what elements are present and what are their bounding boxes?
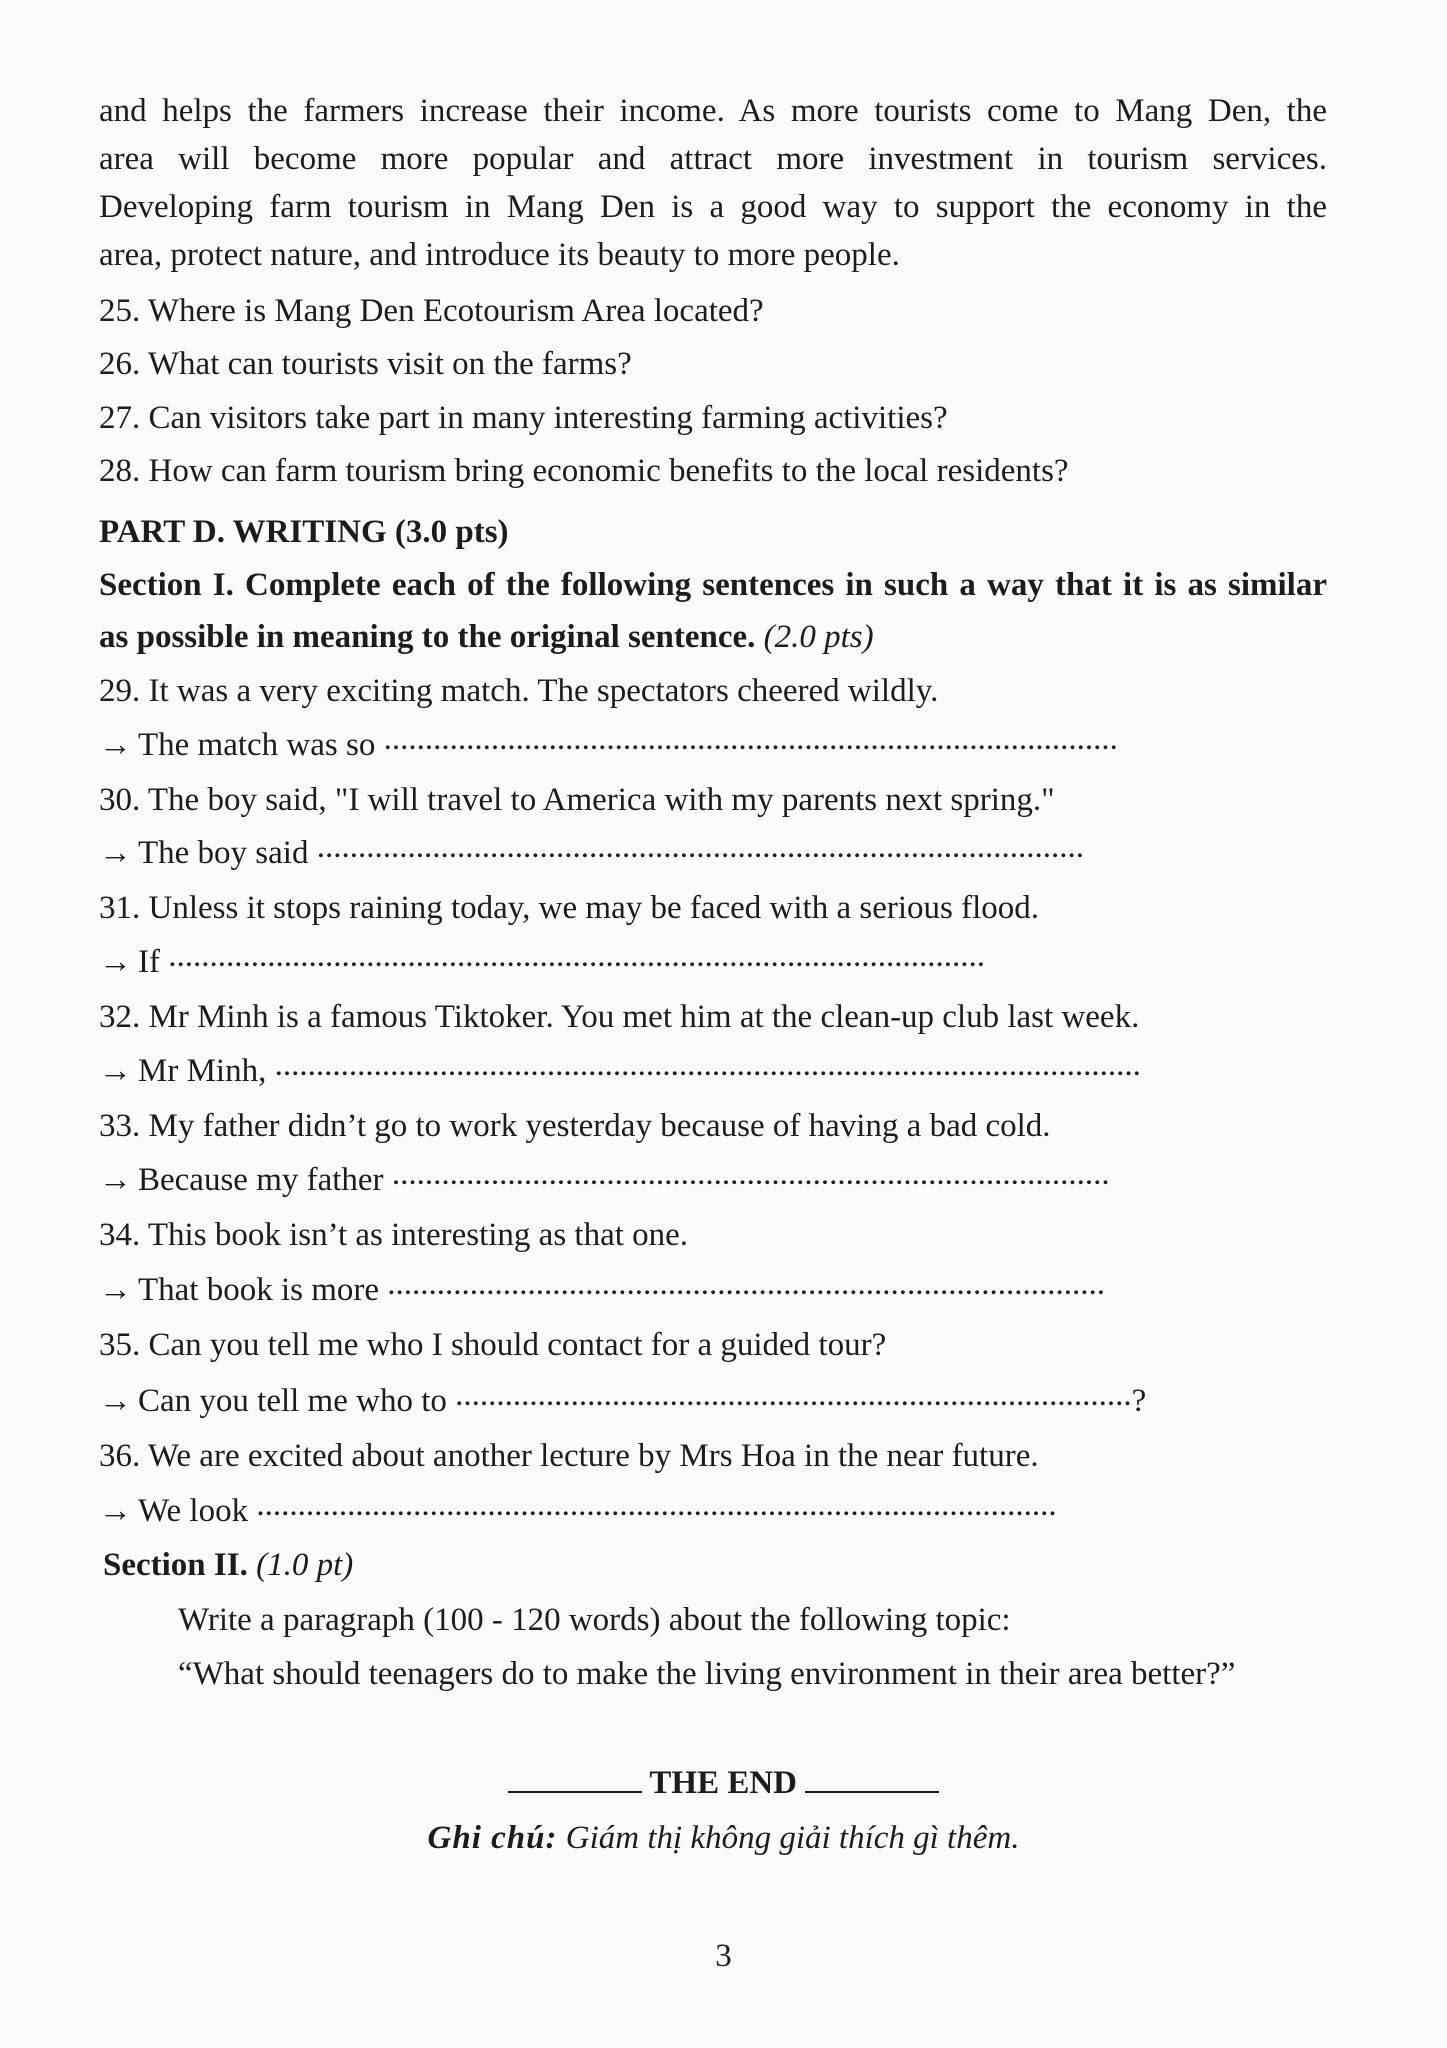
part-d-title: PART D. WRITING (3.0 pts): [99, 514, 509, 550]
arrow-icon: →: [99, 1053, 132, 1089]
reading-question: 28. How can farm tourism bring economic benefits to the local residents?: [99, 453, 1069, 489]
answer-prompt: If: [138, 944, 160, 980]
question-36: 36. We are excited about another lecture by Mrs Hoa in the near future.: [99, 1438, 1039, 1474]
section-1-heading-line2: [99, 617, 874, 657]
answer-blank[interactable]: ...................................................................................................: [168, 938, 985, 974]
note-text: Giám thị không giải thích gì thêm.: [565, 1820, 1020, 1856]
answer-prompt: Because my father: [138, 1162, 384, 1198]
section-2-topic: “What should teenagers do to make the living environment in their area better?”: [178, 1656, 1236, 1692]
the-end-line: [0, 1763, 1447, 1803]
answer-blank[interactable]: .........................................................................................: [383, 721, 1118, 757]
arrow-icon: →: [99, 1493, 132, 1529]
section-1-points: (2.0 pts): [763, 619, 874, 655]
arrow-icon: →: [99, 944, 132, 980]
answer-line-30[interactable]: [99, 829, 1084, 873]
reading-question: 27. Can visitors take part in many interesting farming activities?: [99, 400, 948, 436]
answer-line-32[interactable]: [99, 1047, 1141, 1091]
answer-line-33[interactable]: [99, 1156, 1110, 1200]
section-1-heading-line1: Section I. Complete each of the following sentences in such a way that it is as similar: [99, 567, 1327, 603]
answer-end-mark: ?: [1131, 1383, 1147, 1419]
answer-line-34[interactable]: [99, 1266, 1106, 1310]
answer-blank[interactable]: .................................................................................................: [256, 1487, 1057, 1523]
answer-blank[interactable]: .............................................................................................: [316, 829, 1084, 865]
answer-blank[interactable]: .........................................................................................................: [274, 1047, 1141, 1083]
arrow-icon: →: [99, 835, 132, 871]
reading-question: 26. What can tourists visit on the farms?: [99, 346, 632, 382]
answer-line-31[interactable]: [99, 938, 985, 982]
passage-line: and helps the farmers increase their income. As more tourists come to Mang Den, the: [99, 93, 1327, 129]
answer-blank[interactable]: .......................................................................................: [391, 1156, 1110, 1192]
answer-prompt: We look: [138, 1493, 249, 1529]
answer-prompt: The match was so: [138, 727, 376, 763]
divider: [805, 1763, 939, 1793]
passage-line: Developing farm tourism in Mang Den is a good way to support the economy in the: [99, 189, 1327, 225]
the-end-text: THE END: [649, 1765, 798, 1801]
answer-blank[interactable]: .......................................................................................: [387, 1266, 1106, 1302]
answer-line-36[interactable]: [99, 1487, 1057, 1531]
reading-question: 25. Where is Mang Den Ecotourism Area located?: [99, 293, 764, 329]
section-2-heading: [103, 1545, 353, 1585]
question-35: 35. Can you tell me who I should contact for a guided tour?: [99, 1327, 887, 1363]
answer-line-29[interactable]: [99, 721, 1118, 765]
arrow-icon: →: [99, 1162, 132, 1198]
passage-line: area, protect nature, and introduce its beauty to more people.: [99, 237, 900, 273]
note-line: [0, 1818, 1447, 1858]
passage-line: area will become more popular and attract more investment in tourism services.: [99, 141, 1327, 177]
arrow-icon: →: [99, 727, 132, 763]
question-31: 31. Unless it stops raining today, we may be faced with a serious flood.: [99, 890, 1040, 926]
question-32: 32. Mr Minh is a famous Tiktoker. You met him at the clean-up club last week.: [99, 999, 1140, 1035]
page-number: 3: [715, 1938, 732, 1974]
answer-prompt: That book is more: [138, 1272, 380, 1308]
answer-prompt: Mr Minh,: [138, 1053, 267, 1089]
section-2-title: Section II.: [103, 1547, 248, 1583]
section-2-points: (1.0 pt): [256, 1547, 354, 1583]
note-label: Ghi chú:: [427, 1820, 558, 1856]
question-30: 30. The boy said, "I will travel to America with my parents next spring.": [99, 782, 1055, 818]
divider: [508, 1763, 642, 1793]
answer-line-35[interactable]: [99, 1377, 1147, 1421]
answer-prompt: Can you tell me who to: [138, 1383, 447, 1419]
section-2-instruction: Write a paragraph (100 - 120 words) about the following topic:: [178, 1602, 1011, 1638]
question-29: 29. It was a very exciting match. The spectators cheered wildly.: [99, 673, 939, 709]
question-34: 34. This book isn’t as interesting as that one.: [99, 1217, 689, 1253]
arrow-icon: →: [99, 1383, 132, 1419]
answer-prompt: The boy said: [138, 835, 309, 871]
answer-blank[interactable]: ..................................................................................: [455, 1377, 1132, 1413]
question-33: 33. My father didn’t go to work yesterday because of having a bad cold.: [99, 1108, 1051, 1144]
arrow-icon: →: [99, 1272, 132, 1308]
section-1-heading-text: as possible in meaning to the original sentence.: [99, 619, 756, 655]
